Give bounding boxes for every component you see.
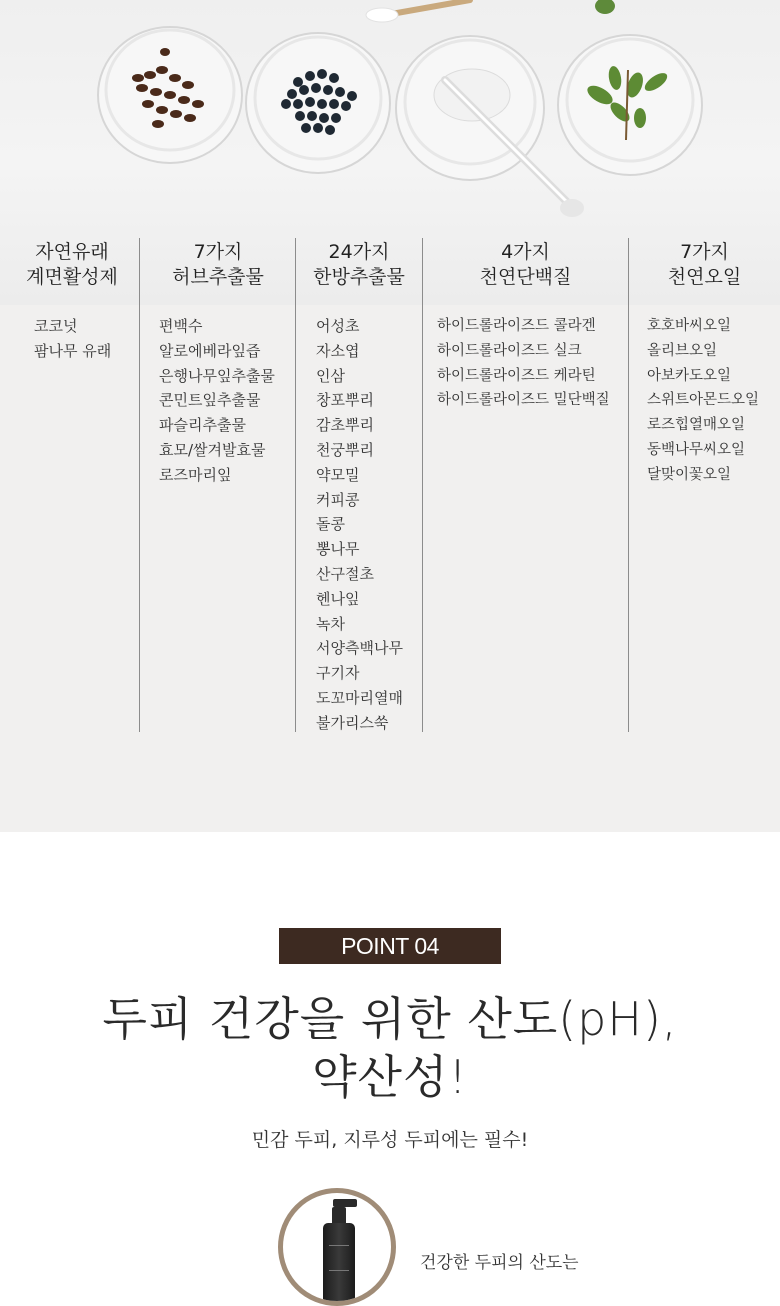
list-item: 달맞이꽃오일: [647, 466, 732, 483]
list-item: 불가리스쑥: [316, 713, 389, 732]
list-item: 올리브오일: [647, 342, 718, 359]
list-item: 효모/쌀겨발효물: [159, 440, 266, 459]
column-3-list: [316, 314, 403, 736]
column-5-header: [629, 240, 780, 290]
column-divider: [295, 238, 296, 732]
list-item: 도꼬마리열매: [316, 688, 403, 707]
list-item: 팜나무 유래: [34, 341, 112, 360]
point-badge: POINT 04: [279, 928, 501, 964]
column-3-title-line2: 한방추출물: [313, 266, 405, 288]
list-item: 창포뿌리: [316, 391, 374, 410]
list-item: 감초뿌리: [316, 416, 374, 435]
list-item: 인삼: [316, 366, 345, 385]
list-item: 스위트아몬드오일: [647, 392, 760, 409]
list-item: 하이드롤라이즈드 실크: [437, 342, 582, 359]
column-4-header: [423, 240, 628, 290]
list-item: 콘민트잎추출물: [159, 391, 261, 410]
list-item: 구기자: [316, 664, 360, 683]
column-4-title-line1: 4가지: [501, 241, 550, 263]
list-item: 코코넛: [34, 317, 78, 335]
list-item: 호호바씨오일: [647, 318, 732, 334]
list-item: 커피콩: [316, 490, 360, 509]
bottle-label: [329, 1245, 349, 1271]
column-1-title-line2: 계면활성제: [26, 266, 118, 288]
list-item: 편백수: [159, 317, 203, 335]
list-item: 헨나잎: [316, 589, 360, 608]
side-note: 건강한 두피의 산도는: [420, 1253, 579, 1273]
list-item: 아보카도오일: [647, 367, 732, 384]
list-item: 로즈마리잎: [159, 465, 232, 484]
headline-line2: 약산성!: [312, 1050, 468, 1104]
column-divider: [628, 238, 629, 732]
list-item: 뽕나무: [316, 540, 360, 559]
dish-coffee-beans: [98, 27, 242, 163]
bottle-pump-icon: [333, 1199, 357, 1207]
column-5-title-line1: 7가지: [680, 241, 729, 263]
list-item: 서양측백나무: [316, 639, 403, 658]
column-4-title-line2: 천연단백질: [479, 266, 572, 288]
column-5-title-line2: 천연오일: [667, 266, 742, 288]
list-item: 알로에베라잎즙: [159, 341, 261, 360]
list-item: 녹차: [316, 614, 345, 633]
column-divider: [422, 238, 423, 732]
column-1-list: [34, 314, 111, 364]
list-item: 돌콩: [316, 515, 345, 534]
list-item: 하이드롤라이즈드 밀단백질: [437, 392, 610, 409]
list-item: 은행나무잎추출물: [159, 366, 275, 385]
list-item: 자소엽: [316, 341, 360, 360]
column-3-title-line1: 24가지: [328, 241, 390, 263]
headline: [0, 990, 780, 1106]
column-2-title-line1: 7가지: [193, 241, 243, 263]
dish-black-beans: [246, 33, 390, 173]
list-item: 산구절초: [316, 564, 374, 583]
list-item: 어성초: [316, 317, 360, 335]
list-item: 약모밀: [316, 465, 360, 484]
column-4-list: [437, 314, 610, 413]
column-5-list: [647, 314, 759, 488]
product-image: [278, 1188, 396, 1306]
subheadline: 민감 두피, 지루성 두피에는 필수!: [251, 1129, 529, 1151]
list-item: 로즈힙열매오일: [647, 417, 746, 434]
column-divider: [139, 238, 140, 732]
column-2-title-line2: 허브추출물: [172, 266, 264, 288]
column-1-header: [6, 240, 138, 290]
column-3-header: [296, 240, 422, 290]
dish-protein-pipette: [396, 36, 584, 217]
dish-green-herb: [558, 35, 702, 175]
list-item: 하이드롤라이즈드 케라틴: [437, 367, 596, 384]
list-item: 하이드롤라이즈드 콜라겐: [437, 318, 596, 334]
headline-line1: 두피 건강을 위한 산도(pH),: [102, 992, 678, 1046]
list-item: 천궁뿌리: [316, 440, 374, 459]
column-1-title-line1: 자연유래: [35, 241, 109, 263]
list-item: 동백나무씨오일: [647, 441, 746, 458]
list-item: 파슬리추출물: [159, 416, 246, 435]
column-2-list: [159, 314, 275, 488]
column-2-header: [140, 240, 296, 290]
